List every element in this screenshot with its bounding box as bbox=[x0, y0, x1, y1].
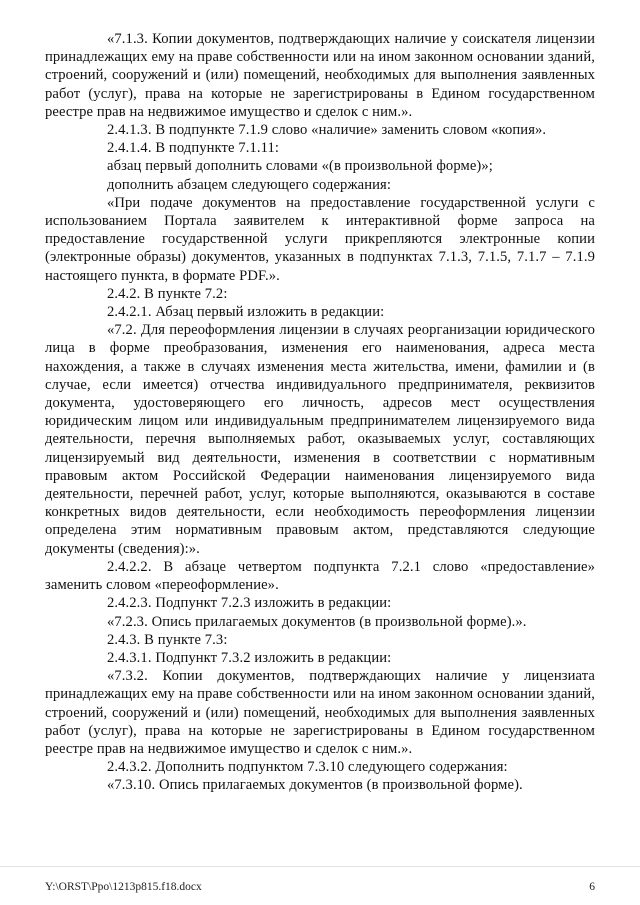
footer-divider bbox=[0, 866, 640, 867]
paragraph: 2.4.2.3. Подпункт 7.2.3 изложить в редакции: bbox=[107, 595, 392, 612]
paragraph: 2.4.3.2. Дополнить подпунктом 7.3.10 следующего содержания: bbox=[107, 759, 508, 776]
paragraph: «7.1.3. Копии документов, подтверждающих наличие у соискателя лицензии принадлежащих ему на праве собственности или на ином законном основании зданий, строений, сооружений и (или) помещений, необходимых для выполнения заявленных работ (услуг), права на которые не зарегистрированы в Едином государственном реестре прав на недвижимое имущество и сделок с ним.». bbox=[45, 31, 595, 120]
paragraph: «7.2. Для переоформления лицензии в случаях реорганизации юридического лица в форме преобразования, изменения его наименования, адреса места нахождения, а также в случаях изменения места жительства, имени, фамилии и (в случае, если имеется) отчества индивидуального предпринимателя, реквизитов документа, удостоверяющего его личность, адресов мест осуществления юридическим лицом или индивидуальным предпринимателем лицензируемого вида деятельности, перечня выполняемых работ, оказываемых услуг, составляющих лицензируемый вид деятельности, изменения в соответствии с нормативным правовым актом Российской Федерации наименования лицензируемого вида деятельности, перечней работ, услуг, которые выполняются, оказываются в составе конкретных видов деятельности, если необходимость переоформления лицензии определена этим нормативным правовым актом, представляются следующие документы (сведения):». bbox=[45, 322, 595, 557]
paragraph: 2.4.2.1. Абзац первый изложить в редакции: bbox=[107, 304, 385, 321]
paragraph: 2.4.2. В пункте 7.2: bbox=[107, 285, 228, 302]
paragraph: «7.3.2. Копии документов, подтверждающих наличие у лицензиата принадлежащих ему на праве собственности или на ином законном основании зданий, строений, сооружений и (или) помещений, необходимых для выполнения заявленных работ (услуг), права на которые не зарегистрированы в Едином государственном реестре прав на недвижимое имущество и сделок с ним.». bbox=[45, 668, 595, 757]
footer-page-number: 6 bbox=[589, 881, 595, 893]
paragraph: 2.4.2.2. В абзаце четвертом подпункта 7.2.1 слово «предоставление» заменить словом «переоформление». bbox=[45, 558, 595, 594]
paragraph: абзац первый дополнить словами «(в произвольной форме)»; bbox=[107, 158, 493, 175]
paragraph: 2.4.3. В пункте 7.3: bbox=[107, 631, 228, 648]
document-body bbox=[45, 30, 595, 795]
paragraph: 2.4.3.1. Подпункт 7.3.2 изложить в редакции: bbox=[107, 649, 392, 666]
paragraph: 2.4.1.4. В подпункте 7.1.11: bbox=[107, 140, 280, 157]
paragraph: дополнить абзацем следующего содержания: bbox=[107, 176, 391, 193]
paragraph: «При подаче документов на предоставление государственной услуги с использованием Портала заявителем к интерактивной форме запроса на предоставление государственной услуги прикрепляются электронные копии (электронные образы) документов, указанных в подпунктах 7.1.3, 7.1.5, 7.1.7 – 7.1.9 настоящего пункта, в формате PDF.». bbox=[45, 194, 595, 284]
paragraph: 2.4.1.3. В подпункте 7.1.9 слово «наличие» заменить словом «копия». bbox=[107, 122, 547, 139]
footer-file-path: Y:\ORST\Ppo\1213p815.f18.docx bbox=[45, 881, 202, 893]
page-footer bbox=[45, 881, 595, 893]
paragraph: «7.2.3. Опись прилагаемых документов (в произвольной форме).». bbox=[107, 613, 527, 630]
paragraph: «7.3.10. Опись прилагаемых документов (в произвольной форме). bbox=[107, 777, 523, 794]
